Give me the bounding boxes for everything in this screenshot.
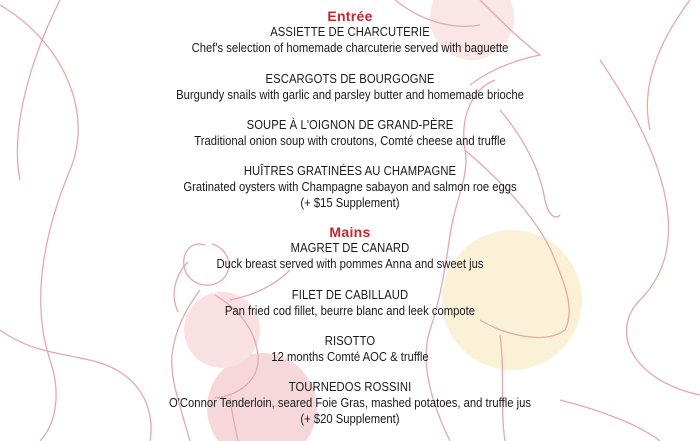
section-entree <box>0 9 700 24</box>
item-name: ASSIETTE DE CHARCUTERIE <box>270 25 430 39</box>
item-description: Chef's selection of homemade charcuterie served with baguette <box>191 41 509 55</box>
item-name: HUÎTRES GRATINÉES AU CHAMPAGNE <box>243 164 457 178</box>
section-mains <box>0 225 700 240</box>
item-description: Burgundy snails with garlic and parsley butter and homemade brioche <box>176 88 524 102</box>
item-description: Gratinated oysters with Champagne sabayon and salmon roe eggs <box>183 180 517 194</box>
item-description: O'Connor Tenderloin, seared Foie Gras, mashed potatoes, and truffle jus <box>169 396 531 410</box>
menu-item <box>0 240 700 272</box>
menu-item <box>0 379 700 427</box>
item-supplement-note: (+ $15 Supplement) <box>300 196 400 210</box>
item-name: ESCARGOTS DE BOURGOGNE <box>265 72 435 86</box>
item-description: 12 months Comté AOC & truffle <box>271 350 429 364</box>
item-name: RISOTTO <box>324 334 376 348</box>
item-description: Duck breast served with pommes Anna and sweet jus <box>216 257 484 271</box>
item-name: MAGRET DE CANARD <box>290 241 410 255</box>
section-title: Mains <box>329 224 371 240</box>
item-description: Pan fried cod fillet, beurre blanc and leek compote <box>224 304 476 318</box>
menu-item <box>0 333 700 365</box>
menu-item <box>0 163 700 211</box>
menu-item <box>0 287 700 319</box>
item-name: FILET DE CABILLAUD <box>291 288 409 302</box>
menu-item <box>0 117 700 149</box>
menu-item <box>0 71 700 103</box>
item-supplement-note: (+ $20 Supplement) <box>300 412 400 426</box>
menu-item <box>0 24 700 56</box>
item-name: SOUPE À L'OIGNON DE GRAND-PÈRE <box>246 118 454 132</box>
item-description: Traditional onion soup with croutons, Comté cheese and truffle <box>194 134 506 148</box>
item-name: TOURNEDOS ROSSINI <box>288 380 412 394</box>
section-title: Entrée <box>327 8 373 24</box>
